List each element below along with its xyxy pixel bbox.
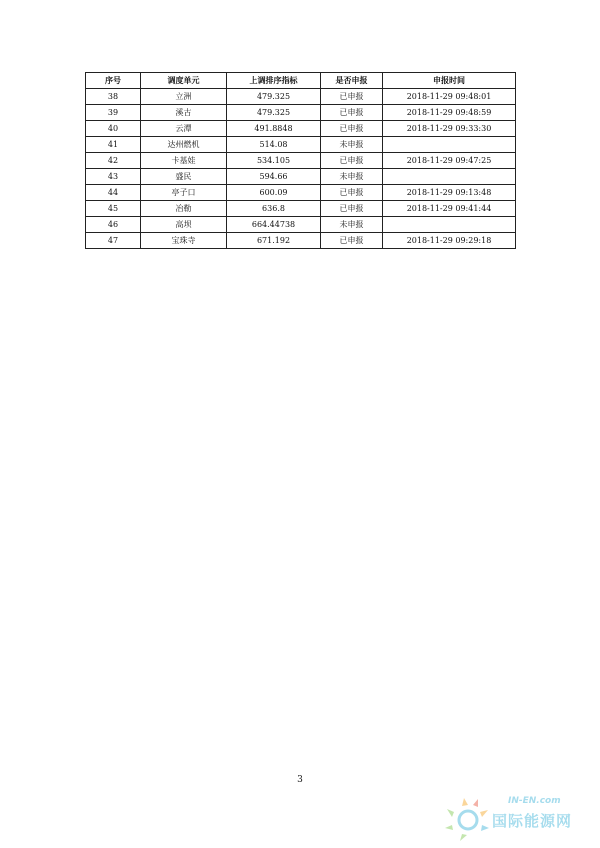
watermark-logo [442,792,592,842]
cell-index: 600.09 [227,185,321,201]
table-row [86,121,516,137]
cell-index: 594.66 [227,169,321,185]
cell-index: 479.325 [227,89,321,105]
cell-time [383,217,516,233]
cell-unit: 盛民 [141,169,227,185]
cell-time: 2018-11-29 09:33:30 [383,121,516,137]
cell-status: 已申报 [321,185,383,201]
cell-index: 491.8848 [227,121,321,137]
cell-unit: 溪古 [141,105,227,121]
table-row [86,185,516,201]
cell-status: 已申报 [321,233,383,249]
cell-time: 2018-11-29 09:48:59 [383,105,516,121]
cell-index: 534.105 [227,153,321,169]
cell-seq: 39 [86,105,141,121]
cell-time: 2018-11-29 09:47:25 [383,153,516,169]
cell-status: 已申报 [321,105,383,121]
table-row [86,233,516,249]
cell-seq: 44 [86,185,141,201]
cell-seq: 47 [86,233,141,249]
cell-unit: 卡基娃 [141,153,227,169]
cell-seq: 41 [86,137,141,153]
cell-status: 已申报 [321,153,383,169]
header-status: 是否申报 [321,73,383,89]
cell-status: 已申报 [321,121,383,137]
cell-index: 514.08 [227,137,321,153]
cell-time [383,169,516,185]
header-seq: 序号 [86,73,141,89]
cell-unit: 达州燃机 [141,137,227,153]
cell-time: 2018-11-29 09:29:18 [383,233,516,249]
cell-seq: 46 [86,217,141,233]
cell-seq: 38 [86,89,141,105]
cell-status: 未申报 [321,217,383,233]
cell-seq: 42 [86,153,141,169]
cell-seq: 43 [86,169,141,185]
table-row [86,169,516,185]
watermark-text-en: IN-EN.com [508,796,561,806]
cell-status: 未申报 [321,169,383,185]
cell-seq: 45 [86,201,141,217]
cell-time: 2018-11-29 09:13:48 [383,185,516,201]
cell-unit: 冶勒 [141,201,227,217]
cell-index: 664.44738 [227,217,321,233]
cell-index: 636.8 [227,201,321,217]
cell-status: 未申报 [321,137,383,153]
header-index: 上调排序指标 [227,73,321,89]
cell-status: 已申报 [321,89,383,105]
dispatch-unit-table [85,72,516,249]
cell-index: 479.325 [227,105,321,121]
table-row [86,201,516,217]
cell-index: 671.192 [227,233,321,249]
cell-status: 已申报 [321,201,383,217]
cell-unit: 亭子口 [141,185,227,201]
page-number: 3 [297,775,303,785]
table-row [86,105,516,121]
cell-seq: 40 [86,121,141,137]
header-time: 申报时间 [383,73,516,89]
cell-unit: 高坝 [141,217,227,233]
cell-time: 2018-11-29 09:48:01 [383,89,516,105]
watermark-text-cn: 国际能源网 [492,812,573,830]
header-unit: 调度单元 [141,73,227,89]
table-header-row [86,73,516,89]
table-row [86,89,516,105]
cell-unit: 立洲 [141,89,227,105]
table-row [86,153,516,169]
cell-time [383,137,516,153]
cell-unit: 宝珠寺 [141,233,227,249]
table-row [86,217,516,233]
cell-time: 2018-11-29 09:41:44 [383,201,516,217]
table-row [86,137,516,153]
cell-unit: 云潭 [141,121,227,137]
